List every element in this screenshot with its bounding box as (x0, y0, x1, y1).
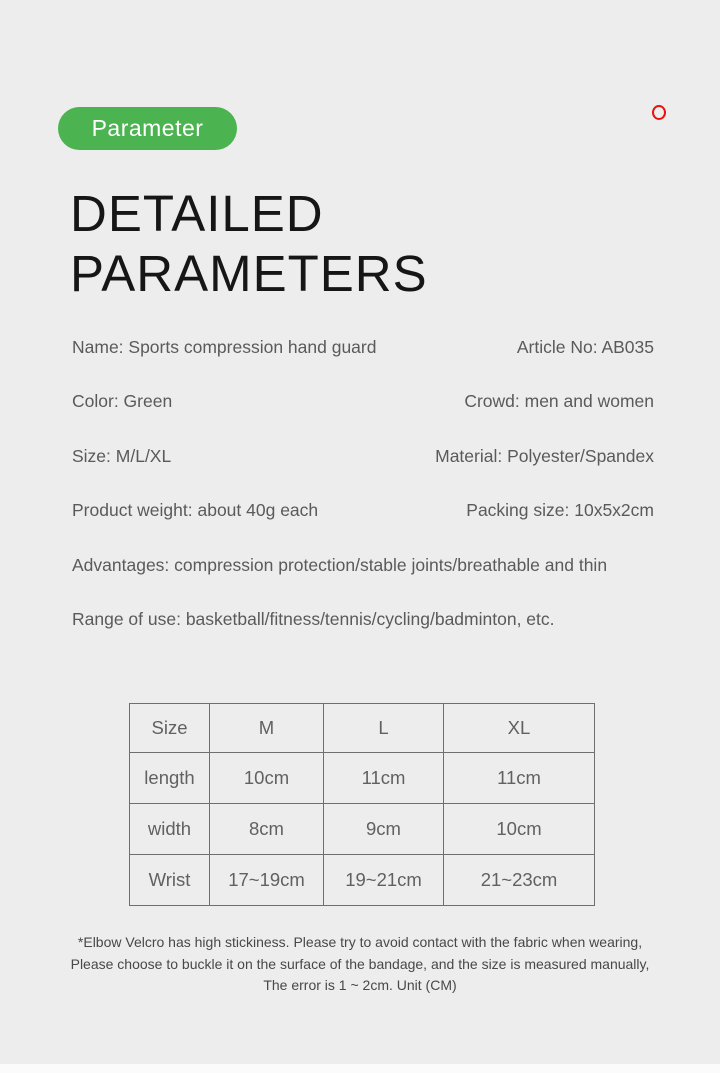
size-table-header-cell: M (210, 704, 324, 753)
spec-name-label: Name: Sports compression hand guard (72, 336, 377, 357)
size-table-cell: 8cm (210, 804, 324, 855)
size-table-cell: 9cm (324, 804, 444, 855)
size-table-header-cell: XL (444, 704, 595, 753)
table-row (130, 804, 595, 855)
spec-row-size (72, 429, 654, 484)
spec-row-name (72, 320, 654, 375)
spec-packing-label: Packing size: 10x5x2cm (466, 500, 654, 521)
spec-color-label: Color: Green (72, 391, 173, 412)
size-table-header-cell: Size (130, 704, 210, 753)
size-table-cell: 10cm (444, 804, 595, 855)
size-table-cell: 11cm (444, 753, 595, 804)
size-table (129, 703, 595, 906)
parameter-badge-label: Parameter (91, 115, 204, 141)
spec-row-color (72, 375, 654, 430)
spec-range-label: Range of use: basketball/fitness/tennis/cycling/badminton, etc. (72, 609, 555, 630)
size-table-cell: 17~19cm (210, 855, 324, 906)
spec-crowd-label: Crowd: men and women (464, 391, 654, 412)
size-table-row-label: width (130, 804, 210, 855)
size-table-cell: 21~23cm (444, 855, 595, 906)
size-table-header-cell: L (324, 704, 444, 753)
spec-row-range (72, 593, 654, 648)
spec-advantages-label: Advantages: compression protection/stable joints/breathable and thin (72, 554, 608, 575)
red-circle-icon (652, 105, 666, 120)
table-row (130, 855, 595, 906)
page-title-line-2: PARAMETERS (70, 245, 428, 302)
footnote-line: *Elbow Velcro has high stickiness. Please try to avoid contact with the fabric when wearing, (77, 934, 643, 950)
size-table-header-row (130, 704, 595, 753)
size-table-row-label: Wrist (130, 855, 210, 906)
footnote-line: The error is 1 ~ 2cm. Unit (CM) (263, 977, 457, 993)
spec-material-label: Material: Polyester/Spandex (435, 445, 654, 466)
page-title (70, 184, 428, 304)
footnote-line: Please choose to buckle it on the surface of the bandage, and the size is measured manually, (70, 955, 650, 972)
spec-list (72, 320, 654, 647)
size-table-row-label: length (130, 753, 210, 804)
parameter-badge (58, 107, 237, 150)
spec-row-advantages (72, 538, 654, 593)
size-table-cell: 10cm (210, 753, 324, 804)
page-title-line-1: DETAILED (70, 185, 324, 242)
spec-article-no-label: Article No: AB035 (516, 336, 654, 357)
spec-row-weight (72, 484, 654, 539)
size-table-cell: 19~21cm (324, 855, 444, 906)
bottom-strip (0, 1064, 720, 1073)
size-table-cell: 11cm (324, 753, 444, 804)
footnote (0, 932, 720, 997)
spec-size-label: Size: M/L/XL (72, 445, 172, 466)
spec-weight-label: Product weight: about 40g each (72, 500, 319, 521)
table-row (130, 753, 595, 804)
